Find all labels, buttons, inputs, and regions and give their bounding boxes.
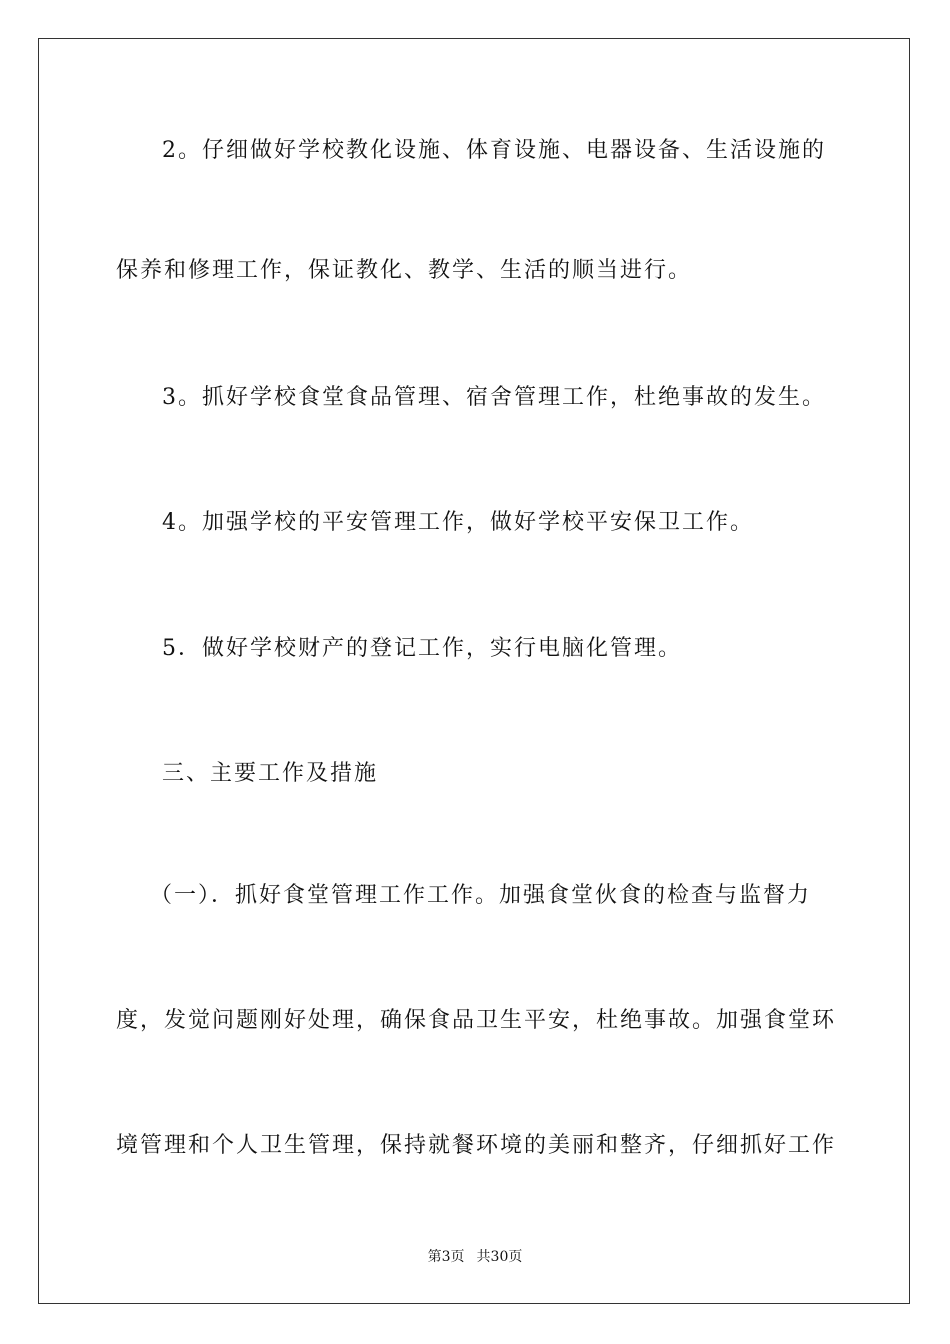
paragraph-line: 保养和修理工作，保证教化、教学、生活的顺当进行。	[116, 258, 693, 283]
paragraph-line: 境管理和个人卫生管理，保持就餐环境的美丽和整齐，仔细抓好工作	[116, 1133, 837, 1158]
paragraph-line: 度，发觉问题刚好处理，确保食品卫生平安，杜绝事故。加强食堂环	[116, 1008, 837, 1033]
paragraph-line: 4。加强学校的平安管理工作，做好学校平安保卫工作。	[162, 510, 754, 535]
paragraph-line: 5．做好学校财产的登记工作，实行电脑化管理。	[162, 636, 682, 661]
paragraph-line: 3。抓好学校食堂食品管理、宿舍管理工作，杜绝事故的发生。	[162, 385, 826, 410]
page-footer	[0, 1248, 950, 1266]
section-heading: 三、主要工作及措施	[162, 761, 379, 786]
page-frame	[38, 38, 910, 1304]
page-number: 第3页	[427, 1249, 465, 1265]
total-pages: 共30页	[476, 1249, 523, 1265]
paragraph-line: 2。仔细做好学校教化设施、体育设施、电器设备、生活设施的	[162, 138, 826, 163]
paragraph-line: （一）．抓好食堂管理工作工作。加强食堂伙食的检查与监督力	[150, 883, 812, 908]
